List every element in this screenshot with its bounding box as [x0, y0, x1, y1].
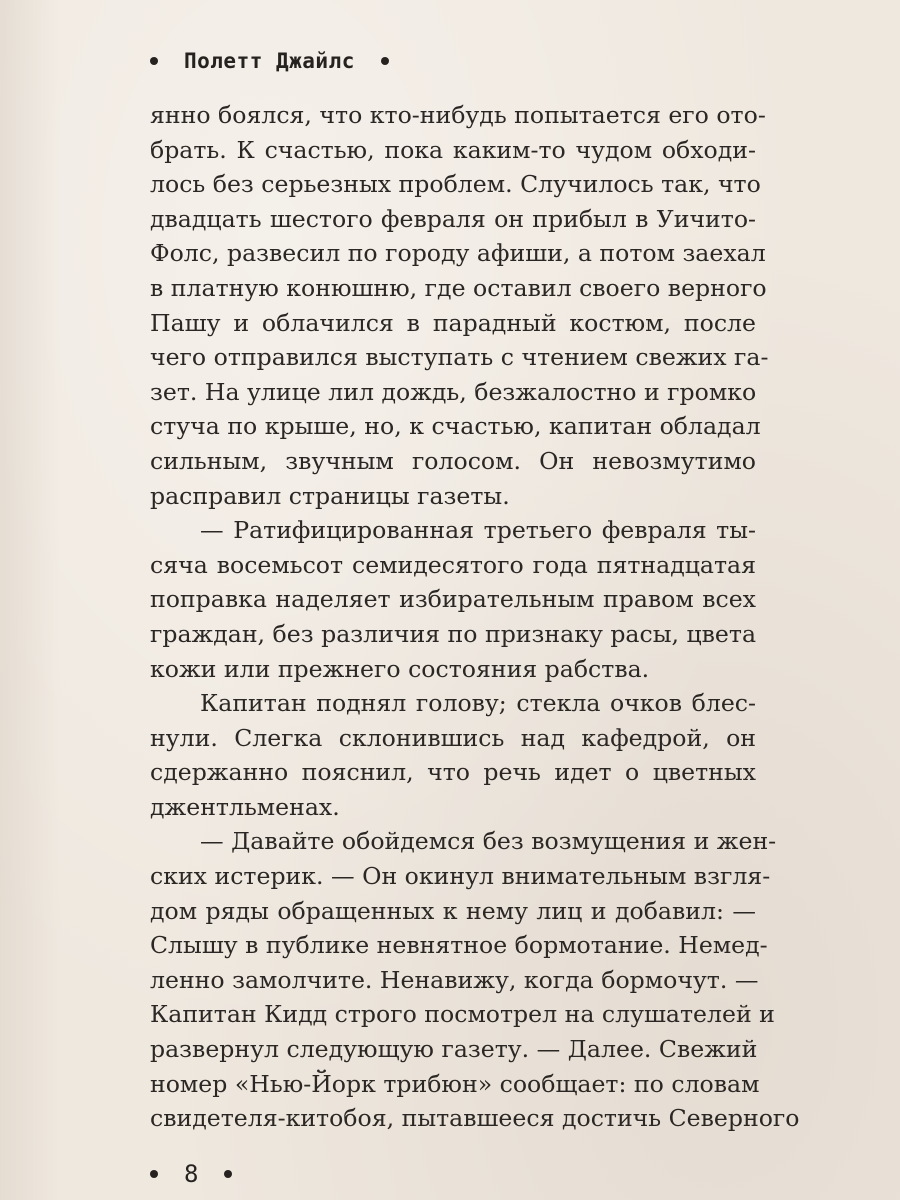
- page-gutter-shade: [0, 0, 60, 1200]
- text-line: — Давайте обойдемся без возмущения и жен-: [200, 827, 777, 856]
- text-line: Слышу в публике невнятное бормотание. Немед-: [150, 931, 768, 960]
- text-line: сильным, звучным голосом. Он невозмутимо: [150, 446, 756, 475]
- text-line: чего отправился выступать с чтением свежих га-: [150, 343, 769, 372]
- bullet-icon: [150, 1170, 158, 1178]
- page-number-footer: [150, 1158, 232, 1190]
- text-line: джентльменах.: [150, 792, 340, 821]
- text-line: Капитан Кидд строго посмотрел на слушателей и: [150, 1000, 775, 1029]
- running-head: [150, 44, 389, 78]
- text-line: дом ряды обращенных к нему лиц и добавил: —: [150, 896, 756, 925]
- text-line: Фолс, развесил по городу афиши, а потом заехал: [150, 239, 766, 268]
- text-line: сяча восемьсот семидесятого года пятнадцатая: [150, 550, 756, 579]
- text-line: ленно замолчите. Ненавижу, когда бормочут. —: [150, 965, 759, 994]
- text-line: граждан, без различия по признаку расы, цвета: [150, 619, 757, 648]
- text-line: сдержанно пояснил, что речь идет о цветных: [150, 758, 756, 787]
- text-line: расправил страницы газеты.: [150, 481, 510, 510]
- text-line: поправка наделяет избирательным правом всех: [150, 585, 756, 614]
- text-line: в платную конюшню, где оставил своего верного: [150, 273, 767, 302]
- page-number: 8: [184, 1160, 199, 1188]
- text-line: Пашу и облачился в парадный костюм, после: [150, 308, 756, 337]
- text-line: номер «Нью-Йорк трибюн» сообщает: по словам: [150, 1069, 760, 1098]
- text-line: ских истерик. — Он окинул внимательным взгля-: [150, 862, 771, 891]
- text-line: нули. Слегка склонившись над кафедрой, он: [150, 723, 756, 752]
- text-line: лось без серьезных проблем. Случилось так, что: [150, 170, 761, 199]
- text-line: стуча по крыше, но, к счастью, капитан обладал: [150, 412, 761, 441]
- text-line: свидетеля-китобоя, пытавшееся достичь Северного: [150, 1104, 800, 1133]
- text-line: брать. К счастью, пока каким-то чудом обходи-: [150, 135, 756, 164]
- text-line: двадцать шестого февраля он прибыл в Уичито-: [150, 204, 756, 233]
- author-name: Полетт Джайлс: [184, 49, 355, 73]
- bullet-icon: [381, 57, 389, 65]
- text-line: — Ратифицированная третьего февраля ты-: [200, 516, 756, 545]
- bullet-icon: [224, 1170, 232, 1178]
- text-line: развернул следующую газету. — Далее. Свежий: [150, 1035, 758, 1064]
- body-text: [150, 98, 800, 1136]
- text-line: Капитан поднял голову; стекла очков блес-: [200, 689, 756, 718]
- text-line: кожи или прежнего состояния рабства.: [150, 654, 650, 683]
- bullet-icon: [150, 57, 158, 65]
- text-line: янно боялся, что кто-нибудь попытается его ото-: [150, 101, 766, 129]
- text-line: зет. На улице лил дождь, безжалостно и громко: [150, 377, 757, 406]
